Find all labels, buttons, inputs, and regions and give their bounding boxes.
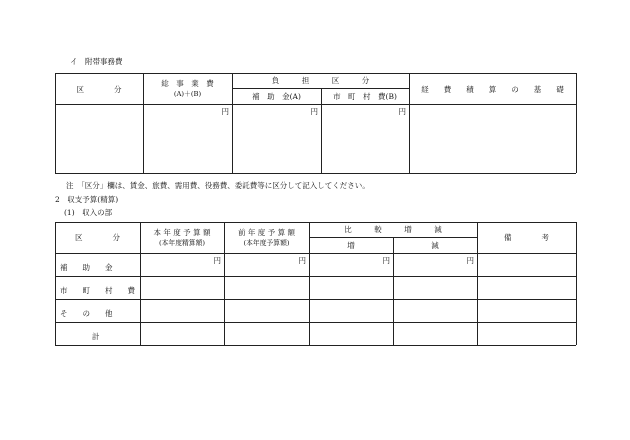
row-label-sonota: そ の 他 xyxy=(60,309,113,318)
income-header-remarks: 備 考 xyxy=(504,233,549,242)
income-header-this-year: 本 年 度 予 算 額 xyxy=(153,228,211,237)
note-text: 注 「区分」欄は、賃金、旅費、需用費、役務費、委託費等に区分して記入してください。 xyxy=(66,181,370,190)
income-header-comparison: 比 較 増 減 xyxy=(344,225,442,234)
section-2-title: 2 収支予算(精算) xyxy=(55,195,119,204)
unit-yen-this-year: 円 xyxy=(213,256,221,265)
header-futan-kubun: 負 担 区 分 xyxy=(271,76,370,85)
income-header-increase: 増 xyxy=(347,241,355,250)
header-hojokin: 補 助 金(A) xyxy=(252,92,301,101)
row-label-hojokin: 補 助 金 xyxy=(60,263,113,272)
header-keihi-kiso: 経 費 積 算 の 基 礎 xyxy=(421,85,564,94)
income-header-last-year-sub: (本年度予算額) xyxy=(243,239,290,247)
header-shichoson-hi: 市 町 村 費(B) xyxy=(333,92,397,101)
header-total-cost: 総 事 業 費 xyxy=(161,79,214,88)
section-2-subtitle: (1) 収入の部 xyxy=(64,208,113,217)
income-header-decrease: 減 xyxy=(431,241,439,250)
unit-yen-decrease: 円 xyxy=(466,256,474,265)
row-label-shichoson-hi: 市 町 村 費 xyxy=(60,286,135,295)
income-header-this-year-sub: (本年度精算額) xyxy=(158,239,206,247)
unit-yen-increase: 円 xyxy=(382,256,390,265)
income-header-kubun: 区 分 xyxy=(75,233,120,242)
row-label-total: 計 xyxy=(92,332,100,341)
unit-yen-shichoson: 円 xyxy=(398,107,406,116)
section-a-heading: イ 附帯事務費 xyxy=(70,57,123,66)
header-kubun: 区 分 xyxy=(76,85,122,94)
unit-yen-last-year: 円 xyxy=(298,256,306,265)
header-total-cost-sub: (A)＋(B) xyxy=(173,90,202,98)
income-header-last-year: 前 年 度 予 算 額 xyxy=(238,228,295,237)
unit-yen-hojo: 円 xyxy=(310,107,318,116)
unit-yen-total: 円 xyxy=(221,107,229,116)
